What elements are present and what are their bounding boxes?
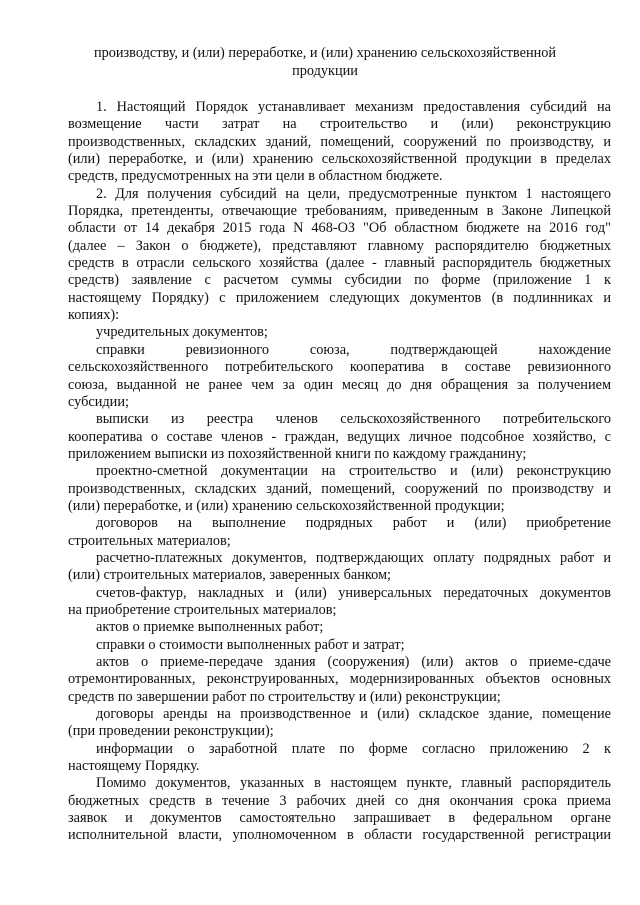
- text-line: средств в отрасли сельского хозяйства (далее - главный распорядитель бюджетных: [68, 255, 611, 272]
- text-line: справки о стоимости выполненных работ и затрат;: [96, 636, 405, 653]
- text-line: настоящему Порядку) с приложением следующих документов (в подлинниках и: [68, 289, 611, 306]
- text-line: (при проведении реконструкции);: [68, 723, 274, 740]
- text-line: союза, выданной не ранее чем за один месяц до дня обращения за получением: [68, 376, 611, 393]
- text-line: (или) строительных материалов, заверенных банком;: [68, 567, 391, 584]
- text-line: возмещение части затрат на строительство и (или) реконструкцию: [68, 116, 611, 133]
- text-line: счетов-фактур, накладных и (или) универсальных передаточных документов: [96, 584, 611, 601]
- document-body: [68, 99, 611, 845]
- text-line: договоров на выполнение подрядных работ и (или) приобретение: [96, 515, 611, 532]
- text-line: учредительных документов;: [96, 324, 268, 341]
- text-line: исполнительной власти, уполномоченном в области государственной регистрации: [68, 827, 611, 844]
- text-line: проектно-сметной документации на строительство и (или) реконструкцию: [96, 463, 611, 480]
- text-line: актов о приемке выполненных работ;: [96, 619, 324, 636]
- text-line: области от 14 декабря 2015 года N 468-ОЗ "Об областном бюджете на 2016 год": [68, 220, 611, 237]
- text-line: кооператива о составе членов - граждан, ведущих личное подсобное хозяйство, с: [68, 428, 611, 445]
- text-line: строительных материалов;: [68, 532, 231, 549]
- heading-line-1: производству, и (или) переработке, и (или) хранению сельскохозяйственной: [93, 45, 557, 61]
- text-line: (или) переработке, и (или) хранению сельскохозяйственной продукции;: [68, 497, 505, 514]
- text-line: 1. Настоящий Порядок устанавливает механизм предоставления субсидий на: [96, 99, 611, 115]
- section-heading: [60, 44, 590, 80]
- text-line: Помимо документов, указанных в настоящем пункте, главный распорядитель: [96, 775, 611, 792]
- text-line: настоящему Порядку.: [68, 758, 200, 775]
- text-line: бюджетных средств в течение 3 рабочих дней со дня окончания срока приема: [68, 792, 611, 809]
- text-line: средств по завершении работ по строительству и (или) реконструкции;: [68, 688, 501, 705]
- text-line: заявок и документов самостоятельно запрашивает в федеральном органе: [68, 810, 611, 827]
- text-line: на приобретение строительных материалов;: [68, 601, 337, 618]
- heading-line-2: продукции: [292, 63, 358, 79]
- text-line: актов о приеме-передаче здания (сооружения) (или) актов о приеме-сдаче: [96, 654, 611, 670]
- text-line: 2. Для получения субсидий на цели, предусмотренные пунктом 1 настоящего: [96, 185, 611, 202]
- text-line: выписки из реестра членов сельскохозяйственного потребительского: [96, 411, 611, 428]
- text-line: приложением выписки из похозяйственной книги по каждому гражданину;: [68, 445, 527, 462]
- text-line: информации о заработной плате по форме согласно приложению 2 к: [96, 740, 611, 757]
- text-line: субсидии;: [68, 393, 129, 410]
- text-line: справки ревизионного союза, подтверждающей нахождение: [96, 341, 611, 358]
- text-line: отремонтированных, реконструированных, модернизированных объектов основных: [68, 671, 611, 688]
- text-line: средств) заявление с расчетом суммы субсидии по форме (приложение 1 к: [68, 272, 611, 289]
- text-line: (или) переработке, и (или) хранению сельскохозяйственной продукции в пределах: [68, 151, 611, 168]
- text-line: расчетно-платежных документов, подтверждающих оплату подрядных работ и: [96, 549, 611, 566]
- text-line: средств, предусмотренных на эти цели в областном бюджете.: [68, 168, 443, 185]
- text-line: договоры аренды на производственное и (или) складское здание, помещение: [96, 706, 611, 723]
- text-line: копиях):: [68, 307, 120, 324]
- text-line: производственных, складских зданий, помещений, сооружений по производству, и: [68, 133, 611, 150]
- text-line: (далее – Закон о бюджете), представляют главному распорядителю бюджетных: [68, 237, 611, 254]
- text-line: Порядка, претенденты, отвечающие требованиям, приведенным в Законе Липецкой: [68, 203, 611, 220]
- text-line: производственных, складских зданий, помещений, сооружений по производству и: [68, 480, 611, 497]
- text-line: сельскохозяйственного потребительского кооператива в составе ревизионного: [68, 359, 611, 376]
